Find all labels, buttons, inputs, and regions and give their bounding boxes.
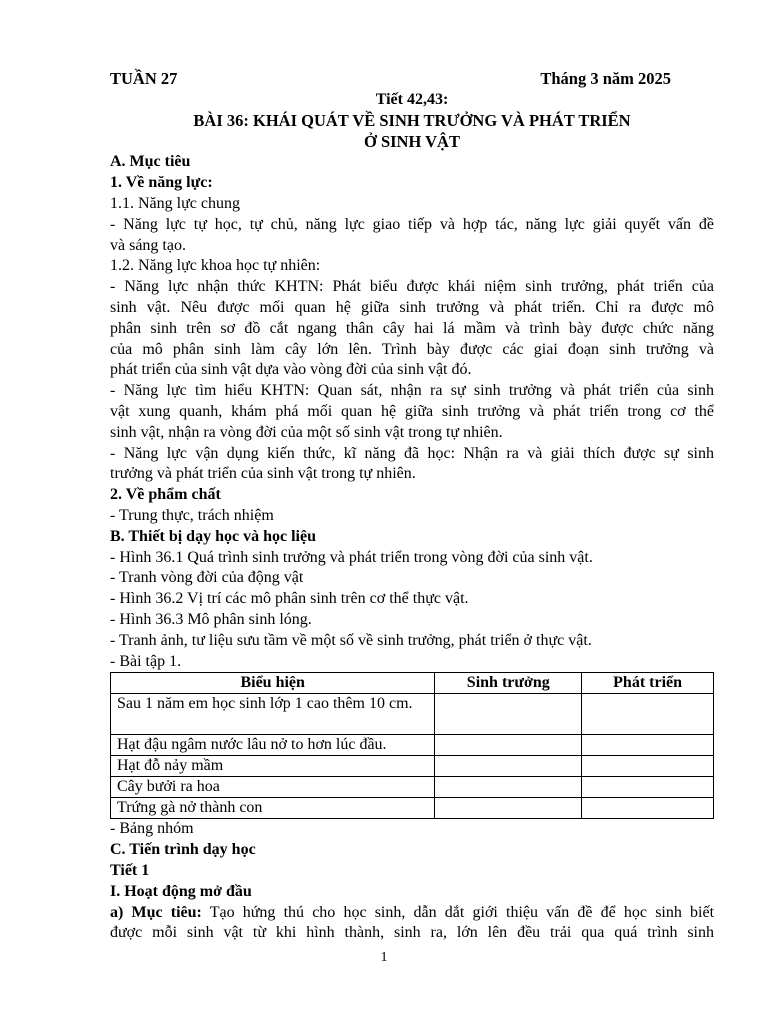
table-cell-expression: Hạt đậu ngâm nước lâu nở to hơn lúc đầu. (111, 735, 435, 756)
table-cell-growth (435, 735, 582, 756)
table-cell-growth (435, 798, 582, 819)
goal-paragraph (110, 903, 714, 924)
general-competency-heading: 1.1. Năng lực chung (110, 194, 240, 212)
application-text: - Năng lực vận dụng kiến thức, kĩ năng đã học: Nhận ra và giải thích được sự sinh (110, 444, 714, 462)
table-cell-expression: Hạt đỗ nảy mầm (111, 756, 435, 777)
column-header-growth: Sinh trưởng (435, 673, 582, 694)
general-competency-text: và sáng tạo. (110, 236, 186, 254)
goal-text: được mỗi sinh vật từ khi hình thành, sinh ra, lớn lên đều trải qua quá trình sinh (110, 924, 714, 942)
goal-text: Tạo hứng thú cho học sinh, dẫn dắt giới thiệu vấn đề để học sinh biết (201, 903, 715, 921)
table-cell-development (582, 756, 714, 777)
application-text: trưởng và phát triển của sinh vật trong tự nhiên. (110, 465, 416, 483)
table-cell-expression: Sau 1 năm em học sinh lớp 1 cao thêm 10 cm. (111, 694, 435, 735)
document-header (110, 68, 714, 90)
cognition-text: - Năng lực nhận thức KHTN: Phát biểu được khái niệm sinh trưởng, phát triển của (110, 278, 714, 296)
science-competency-heading: 1.2. Năng lực khoa học tự nhiên: (110, 257, 321, 275)
table-cell-expression: Trứng gà nở thành con (111, 798, 435, 819)
table-cell-growth (435, 694, 582, 735)
section-b-heading: B. Thiết bị dạy học và học liệu (110, 527, 316, 545)
section-a-heading: A. Mục tiêu (110, 153, 191, 171)
column-header-expression: Biểu hiện (111, 673, 435, 694)
inquiry-text: sinh vật, nhận ra vòng đời của một số sinh vật trong tự nhiên. (110, 423, 503, 441)
cognition-text: phân sinh trên sơ đồ cắt ngang thân cây hai lá mầm và trình bày được chức năng (110, 319, 714, 337)
column-header-development: Phát triển (582, 673, 714, 694)
goal-label: a) Mục tiêu: (110, 903, 202, 921)
materials-item: - Bài tập 1. (110, 652, 182, 670)
inquiry-text: vật xung quanh, khám phá mối quan hệ giữa sinh trưởng và phát triển trong cơ thể (110, 402, 714, 420)
qualities-text: - Trung thực, trách nhiệm (110, 506, 274, 524)
date-label: Tháng 3 năm 2025 (540, 69, 671, 88)
period-heading: Tiết 1 (110, 861, 150, 879)
lesson-title-line1: BÀI 36: KHÁI QUÁT VỀ SINH TRƯỞNG VÀ PHÁT TRIỂN (193, 110, 631, 130)
table-header-row (111, 673, 714, 694)
competency-heading: 1. Về năng lực: (110, 174, 213, 192)
table-cell-development (582, 694, 714, 735)
inquiry-text: - Năng lực tìm hiểu KHTN: Quan sát, nhận ra sự sinh trưởng và phát triển của sinh (110, 382, 714, 400)
table-row (111, 777, 714, 798)
materials-item: - Hình 36.3 Mô phân sinh lóng. (110, 610, 312, 628)
table-cell-growth (435, 777, 582, 798)
table-row (111, 735, 714, 756)
table-cell-development (582, 798, 714, 819)
activity-heading: I. Hoạt động mở đầu (110, 882, 252, 900)
document-page (110, 68, 714, 944)
table-cell-expression: Cây bưởi ra hoa (111, 777, 435, 798)
exercise-table (110, 672, 714, 819)
table-row (111, 756, 714, 777)
table-cell-growth (435, 756, 582, 777)
week-label: TUẦN 27 (110, 69, 178, 88)
table-row (111, 798, 714, 819)
section-c-heading: C. Tiến trình dạy học (110, 841, 256, 859)
table-row (111, 694, 714, 735)
materials-item: - Bảng nhóm (110, 820, 194, 838)
materials-item: - Tranh ảnh, tư liệu sưu tầm về một số về sinh trưởng, phát triển ở thực vật. (110, 631, 592, 649)
lesson-period: Tiết 42,43: (375, 91, 449, 108)
general-competency-text: - Năng lực tự học, tự chủ, năng lực giao tiếp và hợp tác, năng lực giải quyết vấn đề (110, 215, 714, 233)
materials-item: - Tranh vòng đời của động vật (110, 569, 304, 587)
cognition-text: của mô phân sinh làm cây lớn lên. Trình bày được các giai đoạn sinh trưởng và (110, 340, 714, 358)
materials-item: - Hình 36.1 Quá trình sinh trưởng và phát triển trong vòng đời của sinh vật. (110, 548, 593, 566)
qualities-heading: 2. Về phẩm chất (110, 486, 221, 504)
page-number: 1 (380, 950, 388, 965)
cognition-text: phát triển của sinh vật dựa vào vòng đời của sinh vật đó. (110, 361, 472, 379)
table-cell-development (582, 735, 714, 756)
materials-item: - Hình 36.2 Vị trí các mô phân sinh trên cơ thể thực vật. (110, 590, 469, 608)
cognition-text: sinh vật. Nêu được mối quan hệ giữa sinh trưởng và phát triển. Chỉ ra được mô (110, 298, 714, 316)
lesson-title-line2: Ở SINH VẬT (364, 131, 460, 151)
table-cell-development (582, 777, 714, 798)
